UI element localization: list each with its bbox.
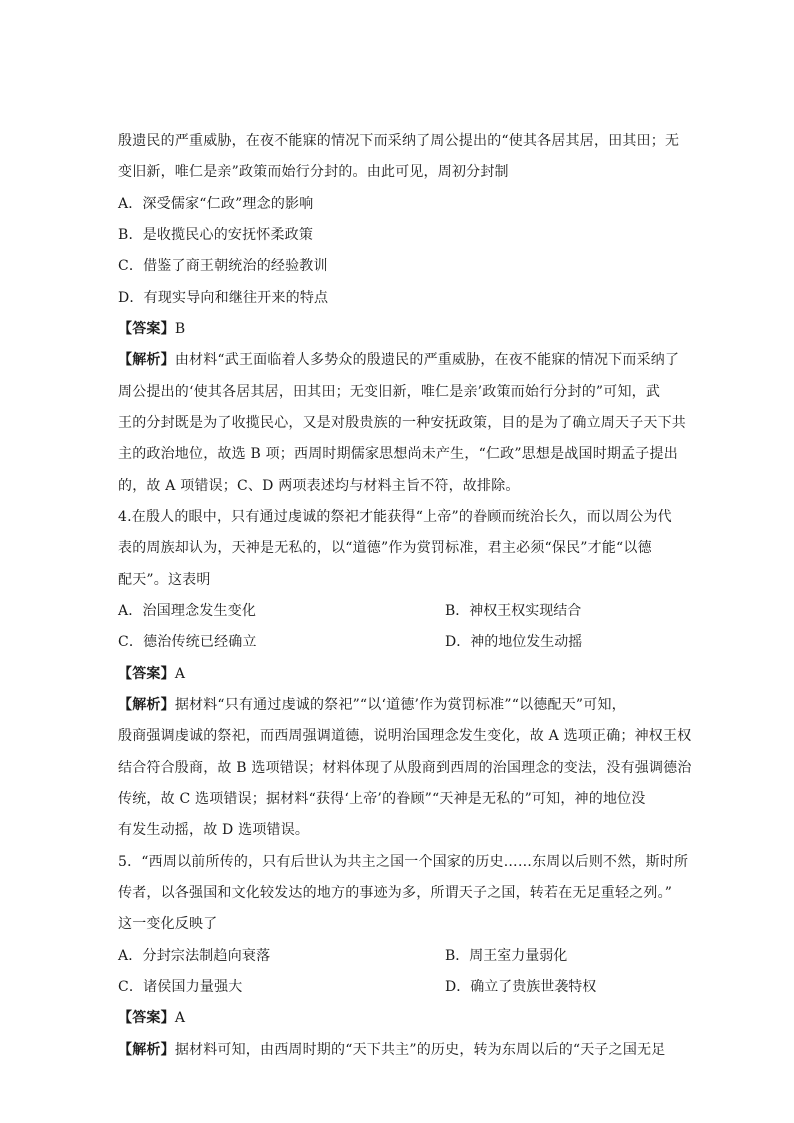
answer-label: 【答案】 [118, 321, 175, 337]
analysis-label: 【解析】 [118, 697, 175, 713]
question-5-stem: 传者，以各强国和文化较发达的地方的事迹为多，所谓天子之国，转若在无足重轻之列。” [118, 885, 673, 901]
answer-value: A [174, 1010, 186, 1026]
question-5-stem: 这一变化反映了 [118, 916, 218, 932]
analysis-text: 据材料可知，由西周时期的“天下共主”的历史，转为东周以后的“天子之国无足 [174, 1042, 666, 1058]
question-4-stem: 表的周族却认为，天神是无私的，以“道德”作为赏罚标准，君主必须“保民”才能“以德 [118, 540, 652, 556]
answer-line [118, 319, 185, 339]
text-line: 变旧新，唯仁是亲”政策而始行分封的。由此可见，周初分封制 [118, 164, 509, 180]
analysis-line [118, 695, 626, 715]
analysis-line: 王的分封既是为了收揽民心，又是对殷贵族的一种安抚政策，目的是为了确立周天子天下共 [118, 415, 686, 431]
option-d: D．确立了贵族世袭特权 [445, 979, 597, 995]
analysis-line: 周公提出的‘使其各居其居，田其田；无变旧新，唯仁是亲’政策而始行分封的”可知，武 [118, 384, 661, 400]
question-4-stem: 配天”。这表明 [118, 572, 211, 588]
answer-value: B [174, 321, 186, 337]
analysis-text: 由材料“武王面临着人多势众的殷遗民的严重威胁，在夜不能寐的情况下而采纳了 [174, 352, 680, 368]
analysis-line: 殷商强调虔诚的祭祀，而西周强调道德，说明治国理念发生变化，故 A 选项正确；神权王权 [118, 728, 692, 744]
answer-label: 【答案】 [118, 1010, 175, 1026]
option-b: B．神权王权实现结合 [445, 603, 582, 619]
option-d: D．神的地位发生动摇 [445, 634, 583, 650]
analysis-line: 结合符合殷商，故 B 选项错误；材料体现了从殷商到西周的治国理念的变法，没有强调德治 [118, 760, 692, 776]
option-a: A．治国理念发生变化 [118, 603, 257, 619]
analysis-line [118, 1040, 665, 1060]
option-c: C．诸侯国力量强大 [118, 979, 243, 995]
option-a: A．深受儒家“仁政”理念的影响 [118, 196, 314, 212]
option-c: C．德治传统已经确立 [118, 634, 257, 650]
option-a: A．分封宗法制趋向衰落 [118, 948, 271, 964]
answer-line [118, 1008, 185, 1028]
analysis-line: 有发生动摇，故 D 选项错误。 [118, 822, 310, 838]
analysis-line: 主的政治地位，故选 B 项；西周时期儒家思想尚未产生，“仁政”思想是战国时期孟子提出 [118, 446, 678, 462]
answer-line [118, 664, 185, 684]
analysis-line [118, 350, 679, 370]
option-b: B．周王室力量弱化 [445, 948, 568, 964]
answer-label: 【答案】 [118, 666, 175, 682]
question-4-stem: 4.在殷人的眼中，只有通过虔诚的祭祀才能获得“上帝”的眷顾而统治长久，而以周公为代 [118, 509, 672, 525]
option-d: D．有现实导向和继往开来的特点 [118, 290, 329, 306]
answer-value: A [174, 666, 186, 682]
analysis-label: 【解析】 [118, 1042, 175, 1058]
analysis-text: 据材料“只有通过虔诚的祭祀”“以‘道德’作为赏罚标准”“以德配天”可知， [174, 697, 626, 713]
analysis-line: 的，故 A 项错误；C、D 两项表述均与材料主旨不符，故排除。 [118, 478, 520, 494]
text-line: 殷遗民的严重威胁，在夜不能寐的情况下而采纳了周公提出的“使其各居其居，田其田；无 [118, 133, 680, 149]
option-b: B．是收揽民心的安抚怀柔政策 [118, 227, 314, 243]
analysis-label: 【解析】 [118, 352, 175, 368]
option-c: C．借鉴了商王朝统治的经验教训 [118, 258, 328, 274]
analysis-line: 传统，故 C 选项错误；据材料“获得‘上帝’的眷顾”“天神是无私的”可知，神的地位没 [118, 791, 646, 807]
question-5-stem: 5．“西周以前所传的，只有后世认为共主之国一个国家的历史……东周以后则不然，斯时所 [118, 854, 689, 870]
